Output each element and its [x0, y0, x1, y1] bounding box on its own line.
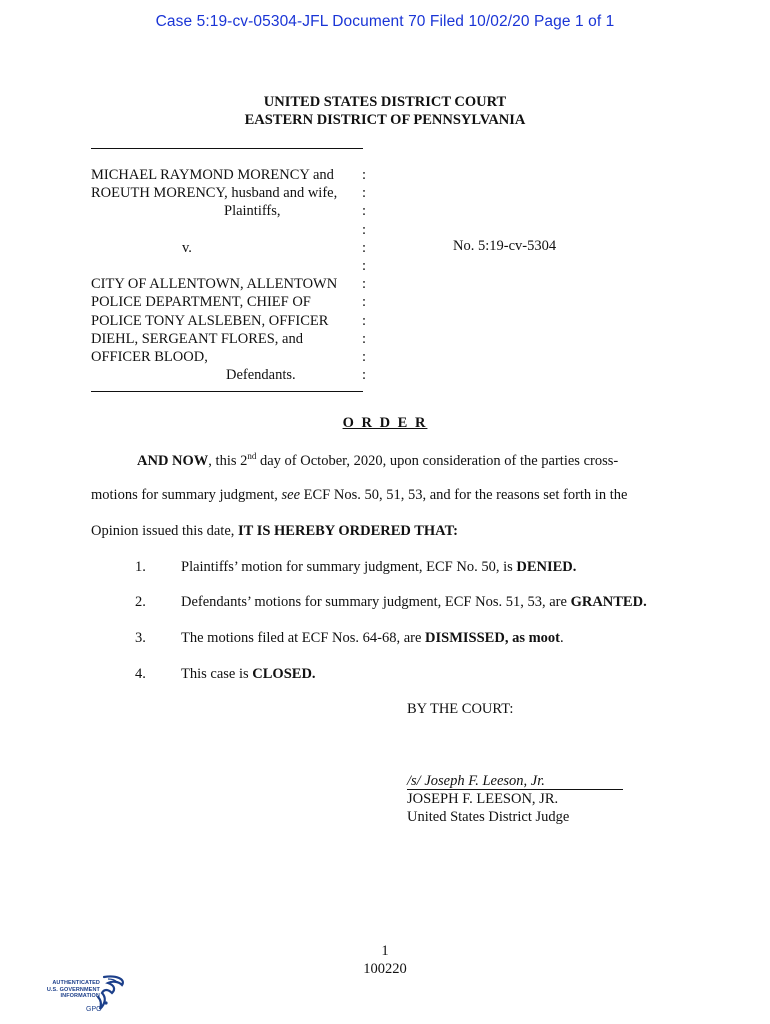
colon: : [361, 294, 367, 311]
paragraph-text: day of October, 2020, upon consideration of the parties cross- [256, 452, 619, 469]
defendant-line: POLICE DEPARTMENT, CHIEF OF [91, 294, 311, 311]
defendant-line: POLICE TONY ALSLEBEN, OFFICER [91, 312, 329, 329]
order-paragraph-line-2 [91, 487, 627, 504]
order-paragraph-line-1 [137, 451, 618, 470]
caption-colon-column [360, 166, 368, 384]
item-text: Defendants’ motions for summary judgment, ECF Nos. 51, 53, are [181, 594, 571, 610]
paragraph-text: Opinion issued this date, [91, 523, 239, 539]
gpo-line: U.S. GOVERNMENT [46, 986, 100, 993]
colon: : [361, 349, 367, 366]
item-disposition: DENIED. [516, 559, 577, 575]
colon: : [361, 239, 367, 256]
colon: : [361, 185, 367, 202]
defendant-line: OFFICER BLOOD, [91, 349, 208, 365]
document-code: 100220 [363, 961, 407, 977]
item-number: 3. [135, 630, 146, 646]
order-item-1 [181, 559, 576, 576]
item-disposition: GRANTED. [570, 594, 647, 610]
electronic-signature: /s/ Joseph F. Leeson, Jr. [407, 774, 623, 790]
ordinal-suffix: nd [247, 451, 257, 461]
item-text: This case is [181, 666, 253, 682]
order-item-4 [181, 666, 316, 683]
page-number: 1 [381, 943, 389, 959]
court-name: UNITED STATES DISTRICT COURT [263, 94, 507, 110]
see-signal: see [281, 487, 301, 503]
gpo-line: INFORMATION [60, 993, 100, 999]
item-tail: . [560, 630, 564, 646]
colon: : [361, 167, 367, 183]
defendant-line: CITY OF ALLENTOWN, ALLENTOWN [91, 276, 338, 293]
defendant-line: DIEHL, SERGEANT FLORES, and [91, 330, 303, 347]
colon: : [361, 221, 367, 238]
ordered-clause: IT IS HEREBY ORDERED THAT: [238, 523, 458, 539]
colon: : [361, 367, 367, 384]
plaintiff-line: ROEUTH MORENCY, husband and wife, [91, 185, 338, 202]
and-now-lead: AND NOW [137, 452, 209, 469]
plaintiff-line: MICHAEL RAYMOND MORENCY and [91, 167, 334, 183]
colon: : [361, 330, 367, 347]
item-disposition: DISMISSED, as moot [425, 630, 561, 646]
versus-label: v. [182, 239, 192, 256]
ecf-header-stamp: Case 5:19-cv-05304-JFL Document 70 Filed 10/02/20 Page 1 of 1 [155, 13, 615, 30]
caption-bottom-rule [91, 391, 363, 392]
caption-top-rule [91, 148, 363, 149]
order-item-3 [181, 630, 564, 647]
plaintiffs-label: Plaintiffs, [224, 203, 281, 220]
case-number: No. 5:19-cv-5304 [453, 238, 557, 254]
paragraph-text: , this 2 [208, 452, 248, 469]
colon: : [361, 276, 367, 293]
item-number: 4. [135, 666, 146, 682]
judge-title: United States District Judge [407, 809, 570, 825]
judge-name: JOSEPH F. LEESON, JR. [407, 791, 559, 807]
colon: : [361, 312, 367, 329]
paragraph-text: ECF Nos. 50, 51, 53, and for the reasons set forth in the [300, 487, 628, 503]
signature-line [407, 773, 623, 790]
by-the-court: BY THE COURT: [407, 701, 514, 717]
gpo-mark: GPO [86, 1006, 102, 1013]
court-district: EASTERN DISTRICT OF PENNSYLVANIA [244, 112, 526, 128]
gpo-line: AUTHENTICATED [52, 980, 100, 986]
caption-parties [91, 166, 366, 384]
order-paragraph-line-3 [91, 523, 458, 540]
item-text: The motions filed at ECF Nos. 64-68, are [181, 630, 426, 646]
gpo-authenticated-logo [42, 973, 132, 1019]
order-title: O R D E R [342, 415, 428, 431]
paragraph-text: motions for summary judgment, [91, 487, 282, 503]
colon: : [361, 203, 367, 220]
item-text: Plaintiffs’ motion for summary judgment, ECF No. 50, is [181, 559, 517, 575]
item-disposition: CLOSED. [252, 666, 316, 682]
item-number: 2. [135, 594, 146, 610]
colon: : [361, 258, 367, 275]
order-item-2 [181, 594, 647, 611]
defendants-label: Defendants. [226, 367, 296, 384]
item-number: 1. [135, 559, 146, 575]
